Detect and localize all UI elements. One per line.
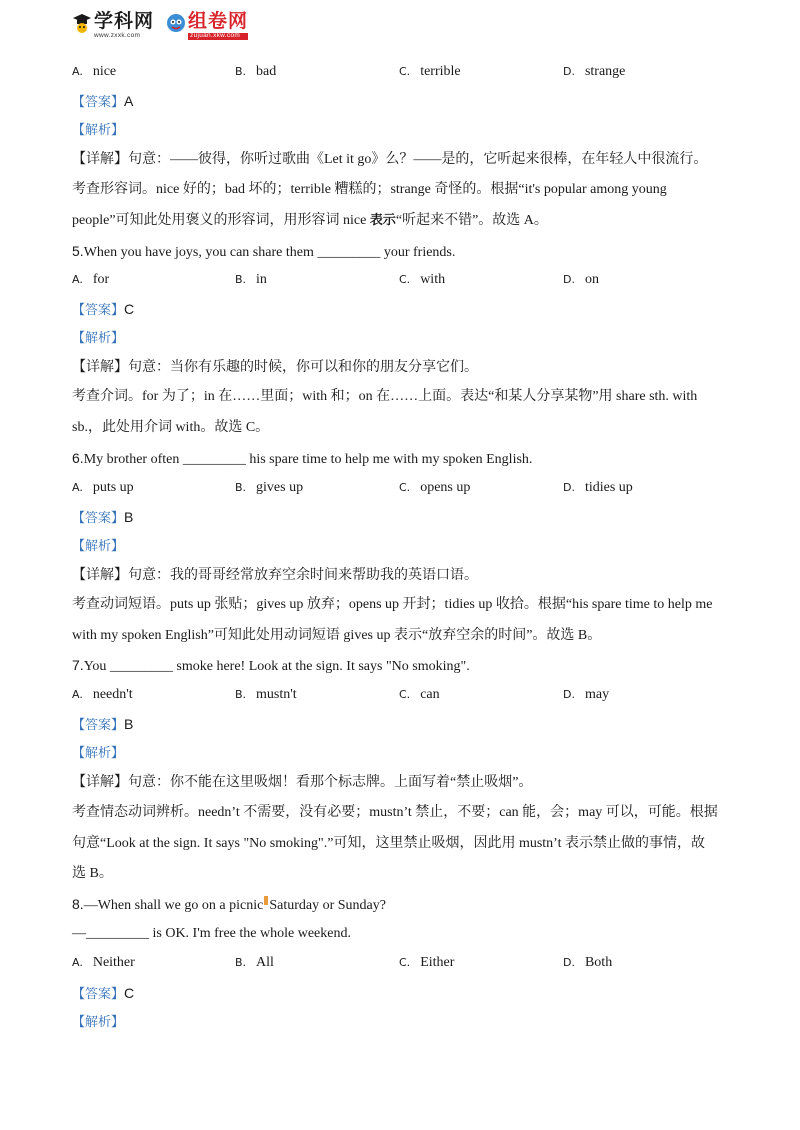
option-b: B. mustn't: [235, 687, 297, 702]
option-c: C. opens up: [399, 480, 471, 495]
option-d: D. tidies up: [563, 480, 633, 495]
answer-value: C: [124, 985, 135, 1001]
option-b: B. in: [235, 272, 267, 287]
logo-url: www.zxxk.com: [94, 32, 141, 39]
answer-value: A: [124, 93, 134, 109]
answer-value: B: [124, 509, 134, 525]
graduation-cap-icon: [72, 12, 92, 34]
answer-value: B: [124, 716, 134, 732]
option-a: A. puts up: [72, 480, 134, 495]
detail-line: 句意“Look at the sign. It says "No smoking".”可知，这里禁止吸烟，因此用 mustn’t 表示禁止做的事情，故: [72, 836, 705, 851]
detail-line: 考查情态动词辨析。needn’t 不需要，没有必要；mustn’t 禁止，不要；can 能，会；may 可以，可能。根据: [72, 805, 718, 820]
option-c: C. can: [399, 687, 440, 702]
detail-line: with my spoken English”可知此处用动词短语 gives up 表示“放弃空余的时间”。故选 B。: [72, 628, 602, 643]
page-header: [72, 12, 260, 46]
mascot-icon: [166, 12, 186, 34]
analysis-label: 【解析】: [72, 539, 125, 554]
option-b: B. gives up: [235, 480, 304, 495]
analysis-label: 【解析】: [72, 1015, 125, 1030]
option-a: A. for: [72, 272, 110, 287]
option-d: D. may: [563, 687, 610, 702]
bold-word: 表示: [369, 213, 396, 228]
answer-line: 【答案】B: [72, 509, 134, 526]
answer-line: 【答案】B: [72, 716, 134, 733]
detail-line: sb.，此处用介词 with。故选 C。: [72, 420, 270, 435]
detail-line: 考查形容词。nice 好的；bad 坏的；terrible 糟糕的；strange 奇怪的。根据“it's popular among young: [72, 182, 667, 197]
analysis-label: 【解析】: [72, 746, 125, 761]
q6-options: [72, 478, 732, 498]
analysis-label: 【解析】: [72, 123, 125, 138]
option-d: D. strange: [563, 64, 626, 79]
answer-value: C: [124, 301, 135, 317]
question-stem: 7.You _________ smoke here! Look at the sign. It says "No smoking".: [72, 657, 470, 674]
detail-line: 【详解】句意：你不能在这里吸烟！看那个标志牌。上面写着“禁止吸烟”。: [72, 775, 533, 790]
option-c: C. terrible: [399, 64, 461, 79]
detail-line: 【详解】句意：我的哥哥经常放弃空余时间来帮助我的英语口语。: [72, 568, 478, 583]
answer-line: 【答案】A: [72, 93, 134, 110]
q5-options: [72, 270, 732, 290]
logo-title: 学科网: [94, 11, 155, 32]
detail-line: 考查动词短语。puts up 张贴；gives up 放弃；opens up 开封；tidies up 收拾。根据“his spare time to help me: [72, 597, 713, 612]
question-stem: 5.When you have joys, you can share them _________ your friends.: [72, 243, 456, 260]
detail-line: 【详解】句意：——彼得，你听过歌曲《Let it go》么？——是的，它听起来很棒，在年轻人中很流行。: [72, 152, 708, 167]
question-stem: 6.My brother often _________ his spare time to help me with my spoken English.: [72, 450, 533, 467]
zxxk-logo: [72, 12, 154, 40]
option-a: A. Neither: [72, 955, 135, 970]
answer-line: 【答案】C: [72, 301, 135, 318]
option-c: C. Either: [399, 955, 455, 970]
option-b: B. bad: [235, 64, 277, 79]
q8-options: [72, 953, 732, 973]
logo-url: zujuan.xkw.com: [188, 33, 248, 40]
option-a: A. needn't: [72, 687, 133, 702]
option-c: C. with: [399, 272, 446, 287]
analysis-label: 【解析】: [72, 331, 125, 346]
option-d: D. Both: [563, 955, 613, 970]
detail-line: people”可知此处用褒义的形容词，用形容词 nice 表示“听起来不错”。故选 A。: [72, 213, 548, 228]
q7-options: [72, 685, 732, 705]
comment-marker-icon: [264, 896, 268, 905]
option-d: D. on: [563, 272, 599, 287]
detail-line: 选 B。: [72, 866, 113, 881]
zujuan-logo: [166, 12, 248, 40]
question-stem-reply: —_________ is OK. I'm free the whole weekend.: [72, 926, 351, 941]
detail-line: 【详解】句意：当你有乐趣的时候，你可以和你的朋友分享它们。: [72, 360, 478, 375]
option-b: B. All: [235, 955, 274, 970]
detail-line: 考查介词。for 为了；in 在……里面；with 和；on 在……上面。表达“和某人分享某物”用 share sth. with: [72, 389, 698, 404]
q4-options: [72, 62, 732, 82]
answer-line: 【答案】C: [72, 985, 135, 1002]
option-a: A. nice: [72, 64, 117, 79]
question-stem: 8.—When shall we go on a picnic Saturday or Sunday?: [72, 896, 386, 913]
logo-title: 组卷网: [188, 11, 249, 32]
